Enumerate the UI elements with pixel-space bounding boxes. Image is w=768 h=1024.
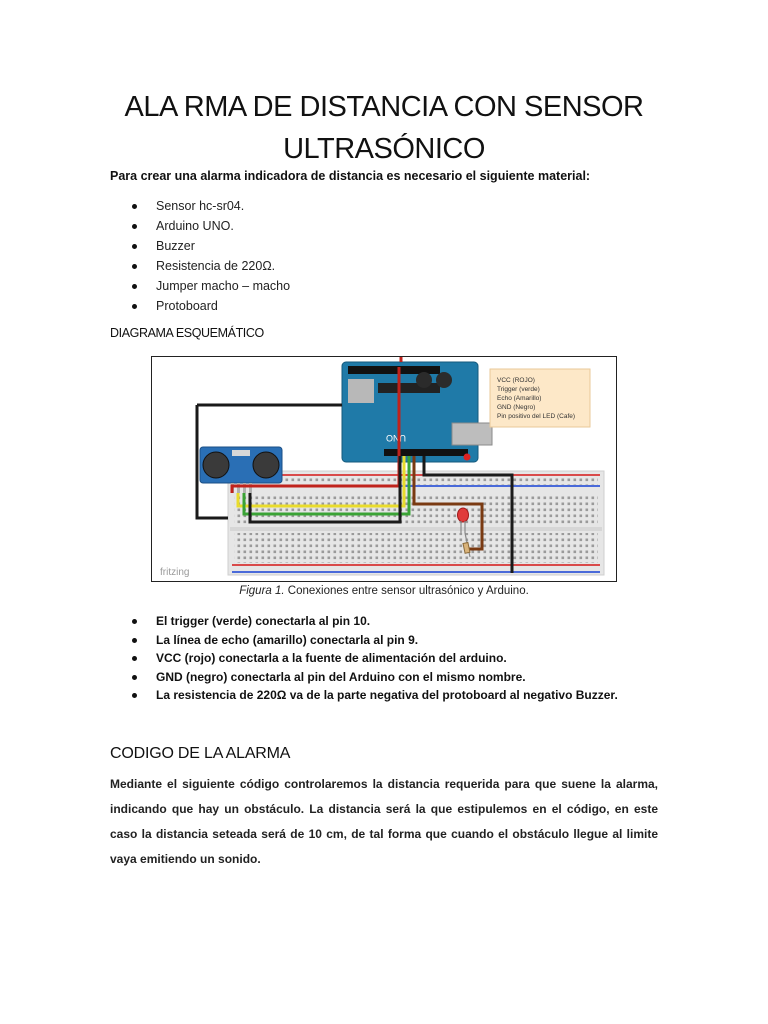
list-item: El trigger (verde) conectarla al pin 10. — [110, 612, 618, 631]
list-item: VCC (rojo) conectarla a la fuente de alimentación del arduino. — [110, 649, 618, 668]
list-item: Arduino UNO. — [110, 216, 290, 236]
list-item: La resistencia de 220Ω va de la parte negativa del protoboard al negativo Buzzer. — [110, 686, 618, 705]
legend-echo: Echo (Amarillo) — [497, 395, 542, 402]
schematic-heading: DIAGRAMA ESQUEMÁTICO — [110, 326, 264, 340]
code-heading: CODIGO DE LA ALARMA — [110, 745, 291, 762]
figure-caption — [60, 585, 708, 597]
fritzing-watermark: fritzing — [160, 567, 190, 578]
list-item: Sensor hc-sr04. — [110, 196, 290, 216]
legend-gnd: GND (Negro) — [497, 404, 536, 411]
materials-list — [110, 196, 290, 316]
code-paragraph: Mediante el siguiente código controlaremos la distancia requerida para que suene la alarma, indicando que hay un obstáculo. La distancia será la que estipulemos en el código, en este caso la distancia seteada será de 10 cm, de tal forma que cuando el obstáculo llegue al limite vaya emitiendo un sonido. — [110, 777, 658, 866]
wire-legend — [490, 369, 590, 427]
list-item: La línea de echo (amarillo) conectarla al pin 9. — [110, 631, 618, 650]
caption-text: Conexiones entre sensor ultrasónico y Arduino. — [284, 585, 529, 597]
document-title — [60, 86, 708, 170]
legend-led: Pin positivo del LED (Cafe) — [497, 413, 576, 420]
intro-text: Para crear una alarma indicadora de distancia es necesario el siguiente material: — [110, 169, 591, 183]
caption-label: Figura 1. — [239, 585, 285, 597]
title-line-2: ULTRASÓNICO — [283, 133, 485, 165]
circuit-diagram — [152, 357, 617, 582]
list-item: GND (negro) conectarla al pin del Arduino con el mismo nombre. — [110, 668, 618, 687]
title-line-1: ALA RMA DE DISTANCIA CON SENSOR — [124, 91, 644, 123]
connections-list — [110, 612, 618, 705]
arduino-board — [342, 362, 492, 462]
list-item: Resistencia de 220Ω. — [110, 256, 290, 276]
board-label: UNO — [386, 433, 406, 443]
list-item: Buzzer — [110, 236, 290, 256]
legend-trigger: Trigger (verde) — [497, 386, 540, 393]
legend-vcc: VCC (ROJO) — [497, 377, 535, 384]
list-item: Protoboard — [110, 296, 290, 316]
schematic-figure — [151, 356, 617, 582]
list-item: Jumper macho – macho — [110, 276, 290, 296]
